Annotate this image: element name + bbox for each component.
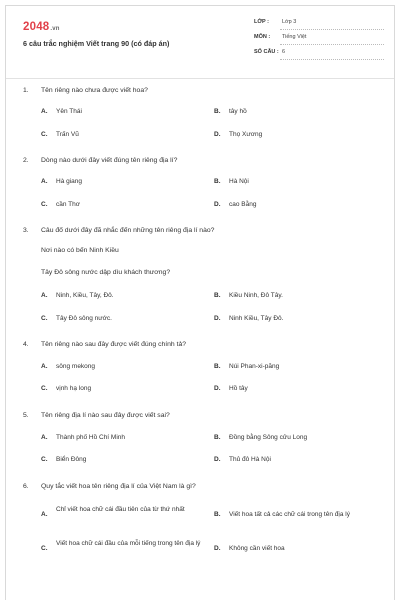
worksheet-header xyxy=(6,6,394,79)
option-label: B. xyxy=(214,178,221,185)
option-text: Kiều Ninh, Đô Tây. xyxy=(229,292,283,299)
meta-divider xyxy=(280,29,384,30)
option-label: D. xyxy=(214,201,221,208)
option-text: Đồng bằng Sông cửu Long xyxy=(229,434,308,441)
option-text: Chỉ viết hoa chữ cái đầu tiên của từ thứ nhất xyxy=(56,506,185,513)
meta-count xyxy=(254,49,384,63)
option-label: A. xyxy=(41,363,48,370)
meta-divider xyxy=(280,59,384,60)
meta-grade xyxy=(254,19,384,33)
question-prompt: Dòng nào dưới đây viết đúng tên riêng địa lí? xyxy=(41,157,178,164)
question-text xyxy=(23,157,177,164)
meta-value: 6 xyxy=(282,49,286,55)
option-text: cao Bằng xyxy=(229,201,257,208)
option-text: Không cần viết hoa xyxy=(229,545,285,552)
question-number: 6. xyxy=(23,483,29,490)
option-label: C. xyxy=(41,456,48,463)
option-text: Hồ tây xyxy=(229,385,248,392)
option-text: sông mekong xyxy=(56,363,96,370)
option-text: Hà Nội xyxy=(229,178,249,185)
meta-key: LỚP : xyxy=(254,19,269,25)
question-prompt: Quy tắc viết hoa tên riêng địa lí của Việt Nam là gì? xyxy=(41,483,196,490)
question-prompt: Tên riêng nào sau đây được viết đúng chính tả? xyxy=(41,341,187,348)
meta-subject xyxy=(254,34,384,48)
option-label: C. xyxy=(41,385,48,392)
option-text: Trấn Vũ xyxy=(56,131,79,138)
option-text: Thành phố Hồ Chí Minh xyxy=(56,434,126,441)
option-label: C. xyxy=(41,315,48,322)
option-label: A. xyxy=(41,108,48,115)
meta-value: Tiếng Việt xyxy=(282,34,307,40)
question-text xyxy=(23,227,214,234)
question-prompt: Câu đố dưới đây đã nhắc đến những tên riêng địa lí nào? xyxy=(41,227,215,234)
option-label: B. xyxy=(214,292,221,299)
question-number: 3. xyxy=(23,227,29,234)
option-label: C. xyxy=(41,201,48,208)
option-label: B. xyxy=(214,511,221,518)
option-text: Ninh Kiều, Tây Đô. xyxy=(229,315,284,322)
option-label: B. xyxy=(214,434,221,441)
option-label: B. xyxy=(214,363,221,370)
option-text: tây hồ xyxy=(229,108,247,115)
option-text: Tây Đô sông nước. xyxy=(56,315,112,322)
question-text xyxy=(23,483,196,490)
option-label: C. xyxy=(41,545,48,552)
meta-key: MÔN : xyxy=(254,34,271,40)
option-text: Núi Phan-xi-păng xyxy=(229,363,280,370)
option-text: Thủ đô Hà Nội xyxy=(229,456,271,463)
worksheet-title: 6 câu trắc nghiệm Viết trang 90 (có đáp án) xyxy=(23,39,170,48)
question-text xyxy=(23,87,148,94)
logo-text: 2048 xyxy=(23,21,50,33)
option-label: B. xyxy=(214,108,221,115)
option-text: Hà giang xyxy=(56,178,83,185)
question-number: 4. xyxy=(23,341,29,348)
option-label: D. xyxy=(214,385,221,392)
riddle-line-2: Tây Đô sông nước dập dìu khách thương? xyxy=(41,269,171,276)
meta-value: Lớp 3 xyxy=(282,19,297,25)
question-number: 5. xyxy=(23,412,29,419)
option-text: cần Thơ xyxy=(56,201,81,208)
option-text: Ninh, Kiều, Tây, Đô. xyxy=(56,292,114,299)
option-label: A. xyxy=(41,292,48,299)
meta-divider xyxy=(280,44,384,45)
option-label: A. xyxy=(41,178,48,185)
option-label: D. xyxy=(214,131,221,138)
option-label: C. xyxy=(41,131,48,138)
question-prompt: Tên riêng địa lí nào sau đây được viết sai? xyxy=(41,412,170,419)
logo-suffix: .vn xyxy=(50,26,60,32)
option-text: vịnh hạ long xyxy=(56,385,92,392)
site-logo[interactable] xyxy=(23,21,60,33)
option-label: A. xyxy=(41,434,48,441)
option-text: Viết hoa tất cả các chữ cái trong tên địa lý xyxy=(229,511,350,518)
option-text: Thọ Xương xyxy=(229,131,263,138)
option-text: Biển Đông xyxy=(56,456,87,463)
option-text: Viết hoa chữ cái đầu của mỗi tiếng trong tên địa lý xyxy=(56,540,201,547)
option-text: Yên Thái xyxy=(56,108,82,115)
option-label: A. xyxy=(41,511,48,518)
worksheet xyxy=(5,5,395,600)
option-label: D. xyxy=(214,456,221,463)
option-label: D. xyxy=(214,315,221,322)
question-text xyxy=(23,412,170,419)
question-text xyxy=(23,341,186,348)
riddle-line-1: Nơi nào có bến Ninh Kiều xyxy=(41,247,119,254)
question-prompt: Tên riêng nào chưa được viết hoa? xyxy=(41,87,148,94)
question-number: 1. xyxy=(23,87,29,94)
option-label: D. xyxy=(214,545,221,552)
question-number: 2. xyxy=(23,157,29,164)
meta-key: SỐ CÂU : xyxy=(254,49,279,55)
